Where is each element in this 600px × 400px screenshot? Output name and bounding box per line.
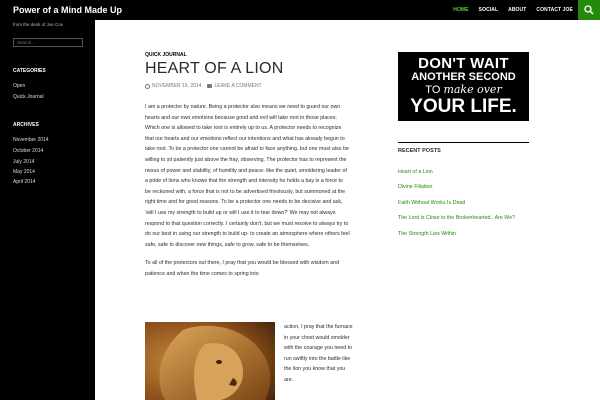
post-paragraph: To all of the protectors out there, I pray that you would be blessed with wisdom and patience and when the time comes to spring into	[145, 260, 340, 277]
category-link[interactable]: Open	[13, 83, 26, 89]
nav-about[interactable]: ABOUT	[508, 7, 527, 13]
recent-post-link[interactable]: Divine Filiation	[398, 184, 433, 190]
primary-nav	[443, 0, 573, 20]
recent-post-link[interactable]: Heart of a Lion	[398, 169, 433, 175]
nav-contact-joe[interactable]: CONTACT JOE	[536, 7, 573, 13]
banner-line: YOUR LIFE.	[410, 96, 517, 117]
search-toggle-button[interactable]	[578, 0, 600, 20]
archive-link[interactable]: May 2014	[13, 169, 35, 175]
site-tagline: from the desk of Joe Cox	[13, 22, 64, 27]
archive-link[interactable]: October 2014	[13, 148, 44, 154]
motivational-banner-image	[398, 52, 529, 121]
categories-widget-title: CATEGORIES	[13, 68, 46, 74]
banner-script-text: make over	[443, 83, 502, 96]
post-paragraph: I am a protector by nature. Being a protector also means we need to guard our own hearts and our own emotions because good and evil will take root in those places. Which one is allowed to take root is entirely up to us. A protector needs to recognize that our hearts and our emotions reflect our intentions and what has already begun to take root. To be a protector one cannot be afraid to face anything, but one must also be willing to sit patiently just above the fray, observing. The protector has to represent the nexus of power and stability, of humility and peace- like the quiet, smoldering leader of a pride of lions who knows that the strength and intensity he holds a bay is a force to be reckoned with, a force that is not to be advertised frivolously, but summoned at the right time and for good reasons. To be a protector one needs to be decisive and ask, ‘will I use my strength to build up or will I use it to tear down?’ We may not always respond to that question correctly. I certainly don’t, but we must resolve to always try to do our best in using our strength to build up- to create an atmosphere where others feel safe, safe to discover new things, safe to grow, safe to be themselves.	[145, 104, 350, 248]
banner-text: TO	[425, 84, 441, 96]
site-title[interactable]: Power of a Mind Made Up	[13, 5, 123, 15]
banner-line	[398, 83, 529, 97]
recent-posts-title: RECENT POSTS	[398, 148, 441, 154]
archive-link[interactable]: November 2014	[13, 137, 49, 143]
nav-social[interactable]: SOCIAL	[478, 7, 499, 13]
left-sidebar	[0, 20, 95, 400]
post-meta	[145, 83, 262, 89]
banner-line: ANOTHER SECOND	[411, 71, 516, 83]
archives-widget-title: ARCHIVES	[13, 122, 39, 128]
recent-post-link[interactable]: The Strength Lies Within	[398, 231, 456, 237]
recent-post-link[interactable]: Faith Without Works Is Dead	[398, 200, 466, 206]
post-date[interactable]: NOVEMBER 19, 2014	[152, 83, 202, 89]
recent-post-link[interactable]: The Lord is Close to the Brokenhearted.. Are We?	[398, 215, 516, 221]
divider	[398, 142, 529, 143]
post-title: HEART OF A LION	[145, 60, 284, 77]
lion-image	[145, 322, 275, 400]
comment-icon	[207, 84, 212, 88]
post-paragraph-continued: action, I pray that the furnace in your chest would smolder with the courage you need to run swiftly into the battle like the lion you know that you are.	[284, 324, 353, 383]
search-input[interactable]	[13, 38, 83, 47]
banner-line: DON'T WAIT	[418, 55, 509, 72]
archive-link[interactable]: July 2014	[13, 159, 35, 165]
site-header	[0, 0, 600, 20]
post-content	[145, 102, 350, 280]
search-icon	[584, 5, 594, 15]
archive-link[interactable]: April 2014	[13, 179, 36, 185]
nav-home[interactable]: HOME	[453, 7, 469, 13]
clock-icon	[145, 84, 150, 89]
leave-comment-link[interactable]: LEAVE A COMMENT	[214, 83, 262, 89]
post-category-link[interactable]: QUICK JOURNAL	[145, 52, 187, 58]
category-link[interactable]: Quick Journal	[13, 94, 44, 100]
